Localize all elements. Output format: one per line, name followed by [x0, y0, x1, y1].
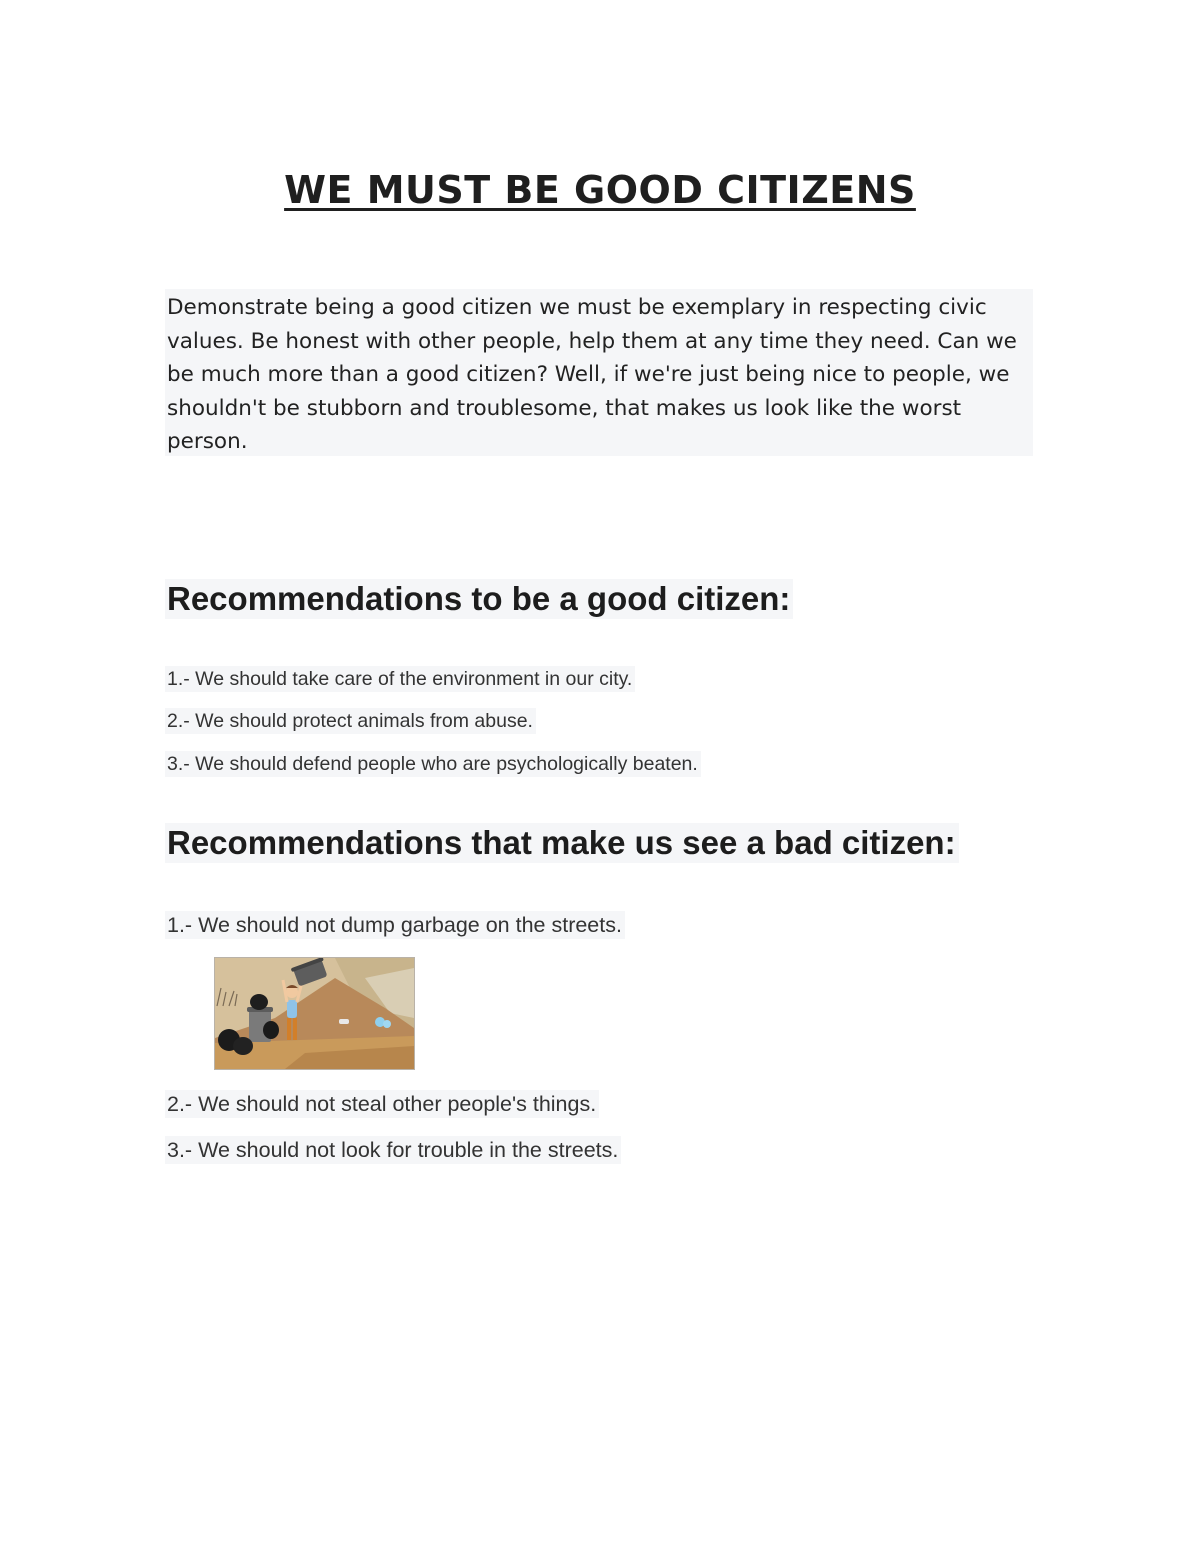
intro-paragraph: Demonstrate being a good citizen we must be exemplary in respecting civic values. Be honest with other people, help them at any time they need. Can we be much more than a good citizen? Well, if we're just being nice to people, we shouldn't be stubborn and troublesome, that makes us look like the worst person.	[165, 289, 1033, 456]
good-recommendation-item: 3.- We should defend people who are psychologically beaten.	[165, 751, 701, 777]
bad-recommendation-item: 3.- We should not look for trouble in the streets.	[165, 1136, 621, 1164]
bad-recommendation-item: 1.- We should not dump garbage on the streets.	[165, 911, 625, 939]
person-dumping-garbage-illustration	[214, 957, 415, 1070]
document-title: WE MUST BE GOOD CITIZENS	[284, 168, 916, 212]
good-recommendation-item: 1.- We should take care of the environment in our city.	[165, 666, 635, 692]
good-recommendation-item: 2.- We should protect animals from abuse.	[165, 708, 536, 734]
bad-citizen-heading: Recommendations that make us see a bad citizen:	[165, 823, 959, 863]
good-citizen-heading: Recommendations to be a good citizen:	[165, 579, 793, 619]
bad-recommendation-item: 2.- We should not steal other people's things.	[165, 1090, 599, 1118]
